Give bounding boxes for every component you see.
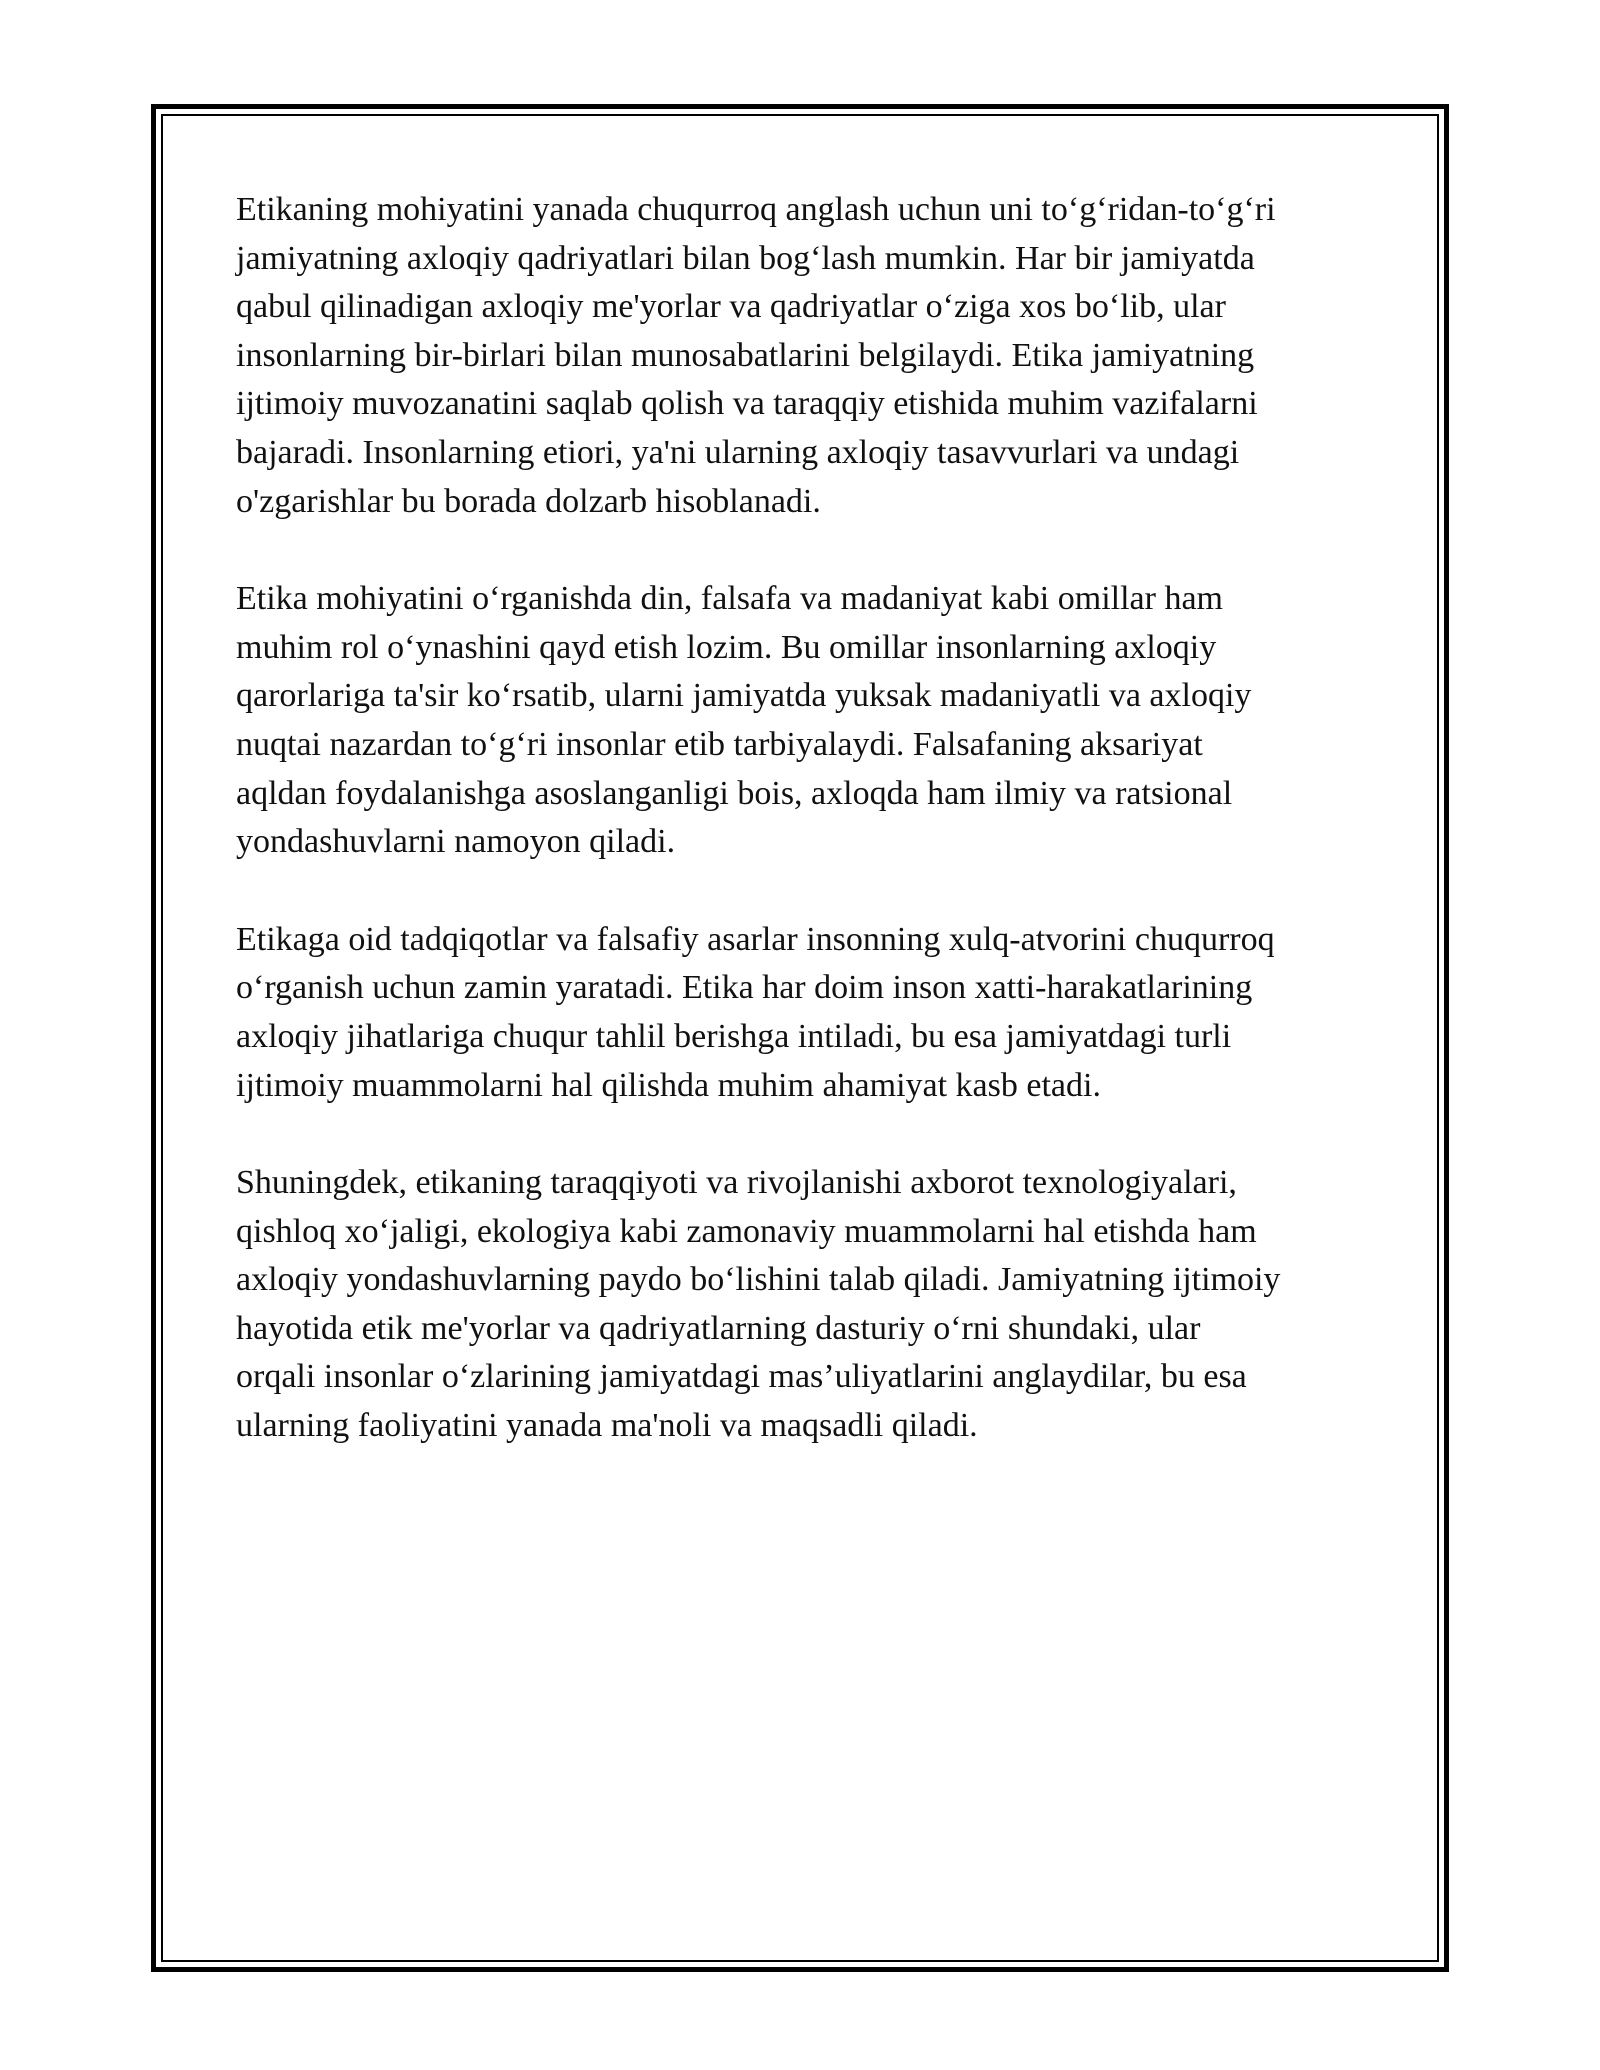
text-line: axloqiy jihatlariga chuqur tahlil berishga intiladi, bu esa jamiyatdagi turli: [236, 1017, 1232, 1055]
text-line: Etikaga oid tadqiqotlar va falsafiy asarlar insonning xulq-atvorini chuqurroq: [236, 920, 1275, 958]
text-line: o‘rganish uchun zamin yaratadi. Etika har doim inson xatti-harakatlarining: [236, 969, 1253, 1007]
paragraph-4: [236, 1159, 1376, 1451]
text-line: aqldan foydalanishga asoslanganligi bois, axloqda ham ilmiy va ratsional: [236, 774, 1233, 812]
text-line: hayotida etik me'yorlar va qadriyatlarning dasturiy o‘rni shundaki, ular: [236, 1309, 1201, 1347]
text-line: qarorlariga ta'sir ko‘rsatib, ularni jamiyatda yuksak madaniyatli va axloqiy: [236, 677, 1252, 715]
paragraph-1: [236, 186, 1376, 526]
text-line: axloqiy yondashuvlarning paydo bo‘lishini talab qiladi. Jamiyatning ijtimoiy: [236, 1261, 1281, 1299]
document-body: [236, 186, 1376, 1500]
paragraph-3: [236, 916, 1376, 1110]
text-line: Etika mohiyatini o‘rganishda din, falsafa va madaniyat kabi omillar ham: [236, 580, 1223, 618]
text-line: Etikaning mohiyatini yanada chuqurroq anglash uchun uni to‘g‘ridan-to‘g‘ri: [236, 191, 1276, 228]
text-line: muhim rol o‘ynashini qayd etish lozim. Bu omillar insonlarning axloqiy: [236, 628, 1217, 666]
text-line: Shuningdek, etikaning taraqqiyoti va rivojlanishi axborot texnologiyalari,: [236, 1164, 1237, 1202]
text-line: o'zgarishlar bu borada dolzarb hisoblanadi.: [236, 482, 821, 520]
text-line: yondashuvlarni namoyon qiladi.: [236, 823, 676, 861]
text-line: qishloq xo‘jaligi, ekologiya kabi zamonaviy muammolarni hal etishda ham: [236, 1212, 1257, 1250]
text-line: nuqtai nazardan to‘g‘ri insonlar etib tarbiyalaydi. Falsafaning aksariyat: [236, 725, 1203, 763]
text-line: orqali insonlar o‘zlarining jamiyatdagi mas’uliyatlarini anglaydilar, bu esa: [236, 1358, 1247, 1396]
text-line: bajaradi. Insonlarning etiori, ya'ni ularning axloqiy tasavvurlari va undagi: [236, 433, 1240, 471]
paragraph-2: [236, 575, 1376, 867]
text-line: ijtimoiy muvozanatini saqlab qolish va taraqqiy etishida muhim vazifalarni: [236, 385, 1258, 423]
text-line: ularning faoliyatini yanada ma'noli va maqsadli qiladi.: [236, 1407, 978, 1445]
text-line: qabul qilinadigan axloqiy me'yorlar va qadriyatlar o‘ziga xos bo‘lib, ular: [236, 288, 1226, 326]
text-line: insonlarning bir-birlari bilan munosabatlarini belgilaydi. Etika jamiyatning: [236, 336, 1255, 374]
text-line: ijtimoiy muammolarni hal qilishda muhim ahamiyat kasb etadi.: [236, 1066, 1101, 1104]
text-line: jamiyatning axloqiy qadriyatlari bilan bog‘lash mumkin. Har bir jamiyatda: [236, 239, 1255, 277]
